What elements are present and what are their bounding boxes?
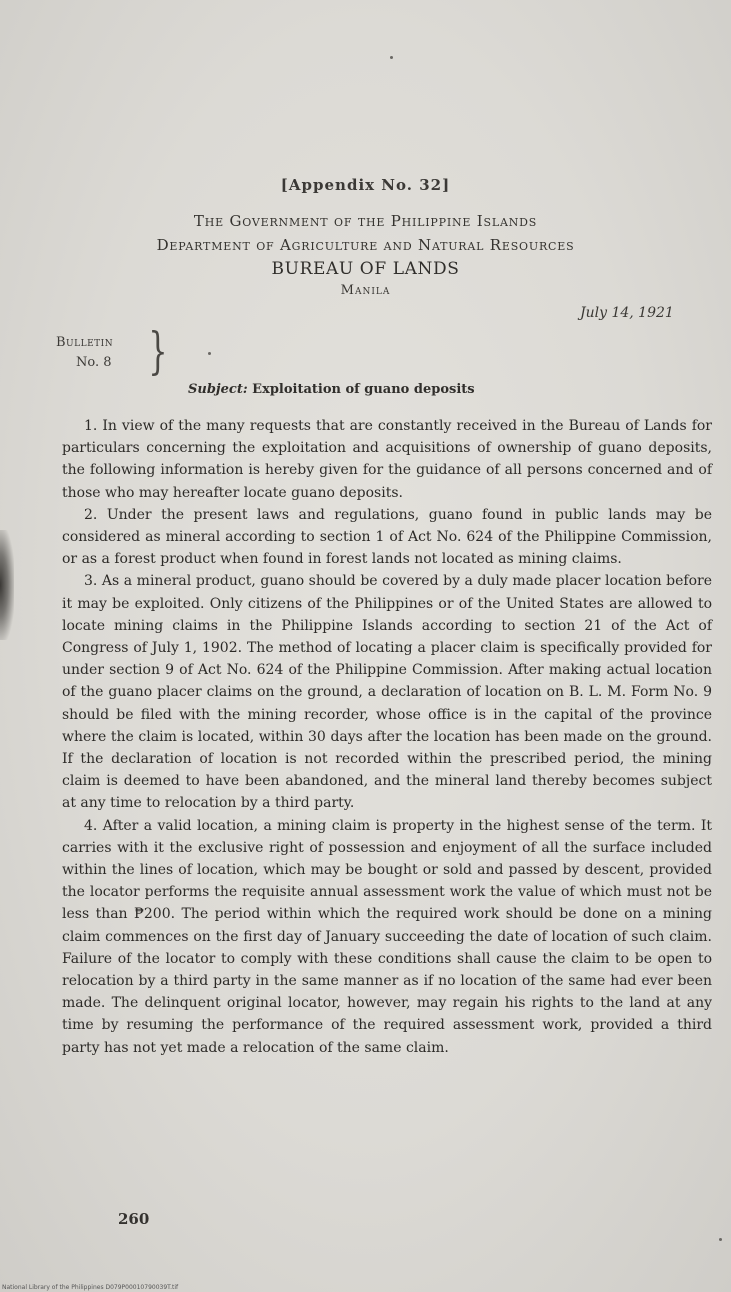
appendix-heading: [Appendix No. 32] [280, 176, 451, 194]
paragraph-3: 3. As a mineral product, guano should be covered by a duly made placer location before it may be exploited. Only citizens of the Philippines or of the United States are allowed to locate mining claims in the Philippine Islands according to section 21 of the Act of Congress of July 1, 1902. The method of locating a placer claim is specifically provided for under section 9 of Act No. 624 of the Philippine Commission. After making actual location of the guano placer claims on the ground, a declaration of location on B. L. M. Form No. 9 should be filed with the mining recorder, whose office is in the capital of the province where the claim is located, within 30 days after the location has been made on the ground. If the declaration of location is not recorded within the prescribed period, the mining claim is deemed to have been abandoned, and the mineral land thereby becomes subject at any time to relocation by a third party. [62, 573, 712, 812]
letter-date: July 14, 1921 [580, 305, 674, 321]
page-number: 260 [118, 1210, 150, 1228]
paragraph-4: 4. After a valid location, a mining claim is property in the highest sense of the term. It carries with it the exclusive right of possession and enjoyment of all the surface included within the lines of location, which may be bought or sold and passed by descent, provided the locator performs the requisite annual assessment work the value of which must not be less than ₱200. The period within which the required work should be done on a mining claim commences on the first day of January succeeding the date of location of such claim. Failure of the locator to comply with these conditions shall cause the claim to be open to relocation by a third party in the same manner as if no location of the same had ever been made. The delinquent original locator, however, may regain his rights to the land at any time by resuming the performance of the required assessment work, provided a third party has not yet made a relocation of the same claim. [62, 817, 712, 1056]
scan-footer: National Library of the Philippines D079P00010790039T.tif [2, 1284, 179, 1291]
paragraph-2: 2. Under the present laws and regulations, guano found in public lands may be considered as mineral according to section 1 of Act No. 624 of the Philippine Commission, or as a forest product when found in forest lands not located as mining claims. [62, 506, 712, 568]
bulletin-brace: } [148, 322, 168, 380]
speck [719, 1238, 722, 1241]
bulletin-label: Bulletin [56, 335, 114, 350]
subject-label: Subject: [188, 382, 248, 397]
speck [208, 352, 211, 355]
page-edge-shadow [0, 530, 14, 640]
bulletin-reference [56, 333, 113, 373]
city-heading: Manila [340, 283, 391, 298]
speck [390, 56, 393, 59]
bureau-heading: BUREAU OF LANDS [271, 259, 460, 279]
government-heading: The Government of the Philippine Islands [193, 212, 538, 230]
department-heading: Department of Agriculture and Natural Resources [156, 236, 575, 254]
bulletin-number: No. 8 [76, 355, 112, 370]
subject-line [188, 382, 475, 397]
paragraph-1: 1. In view of the many requests that are constantly received in the Bureau of Lands for particulars concerning the exploitation and acquisitions of ownership of guano deposits, the following information is hereby given for the guidance of all persons concerned and of those who may hereafter locate guano deposits. [62, 418, 712, 501]
subject-text: Exploitation of guano deposits [252, 382, 475, 397]
body-text [62, 415, 712, 1059]
